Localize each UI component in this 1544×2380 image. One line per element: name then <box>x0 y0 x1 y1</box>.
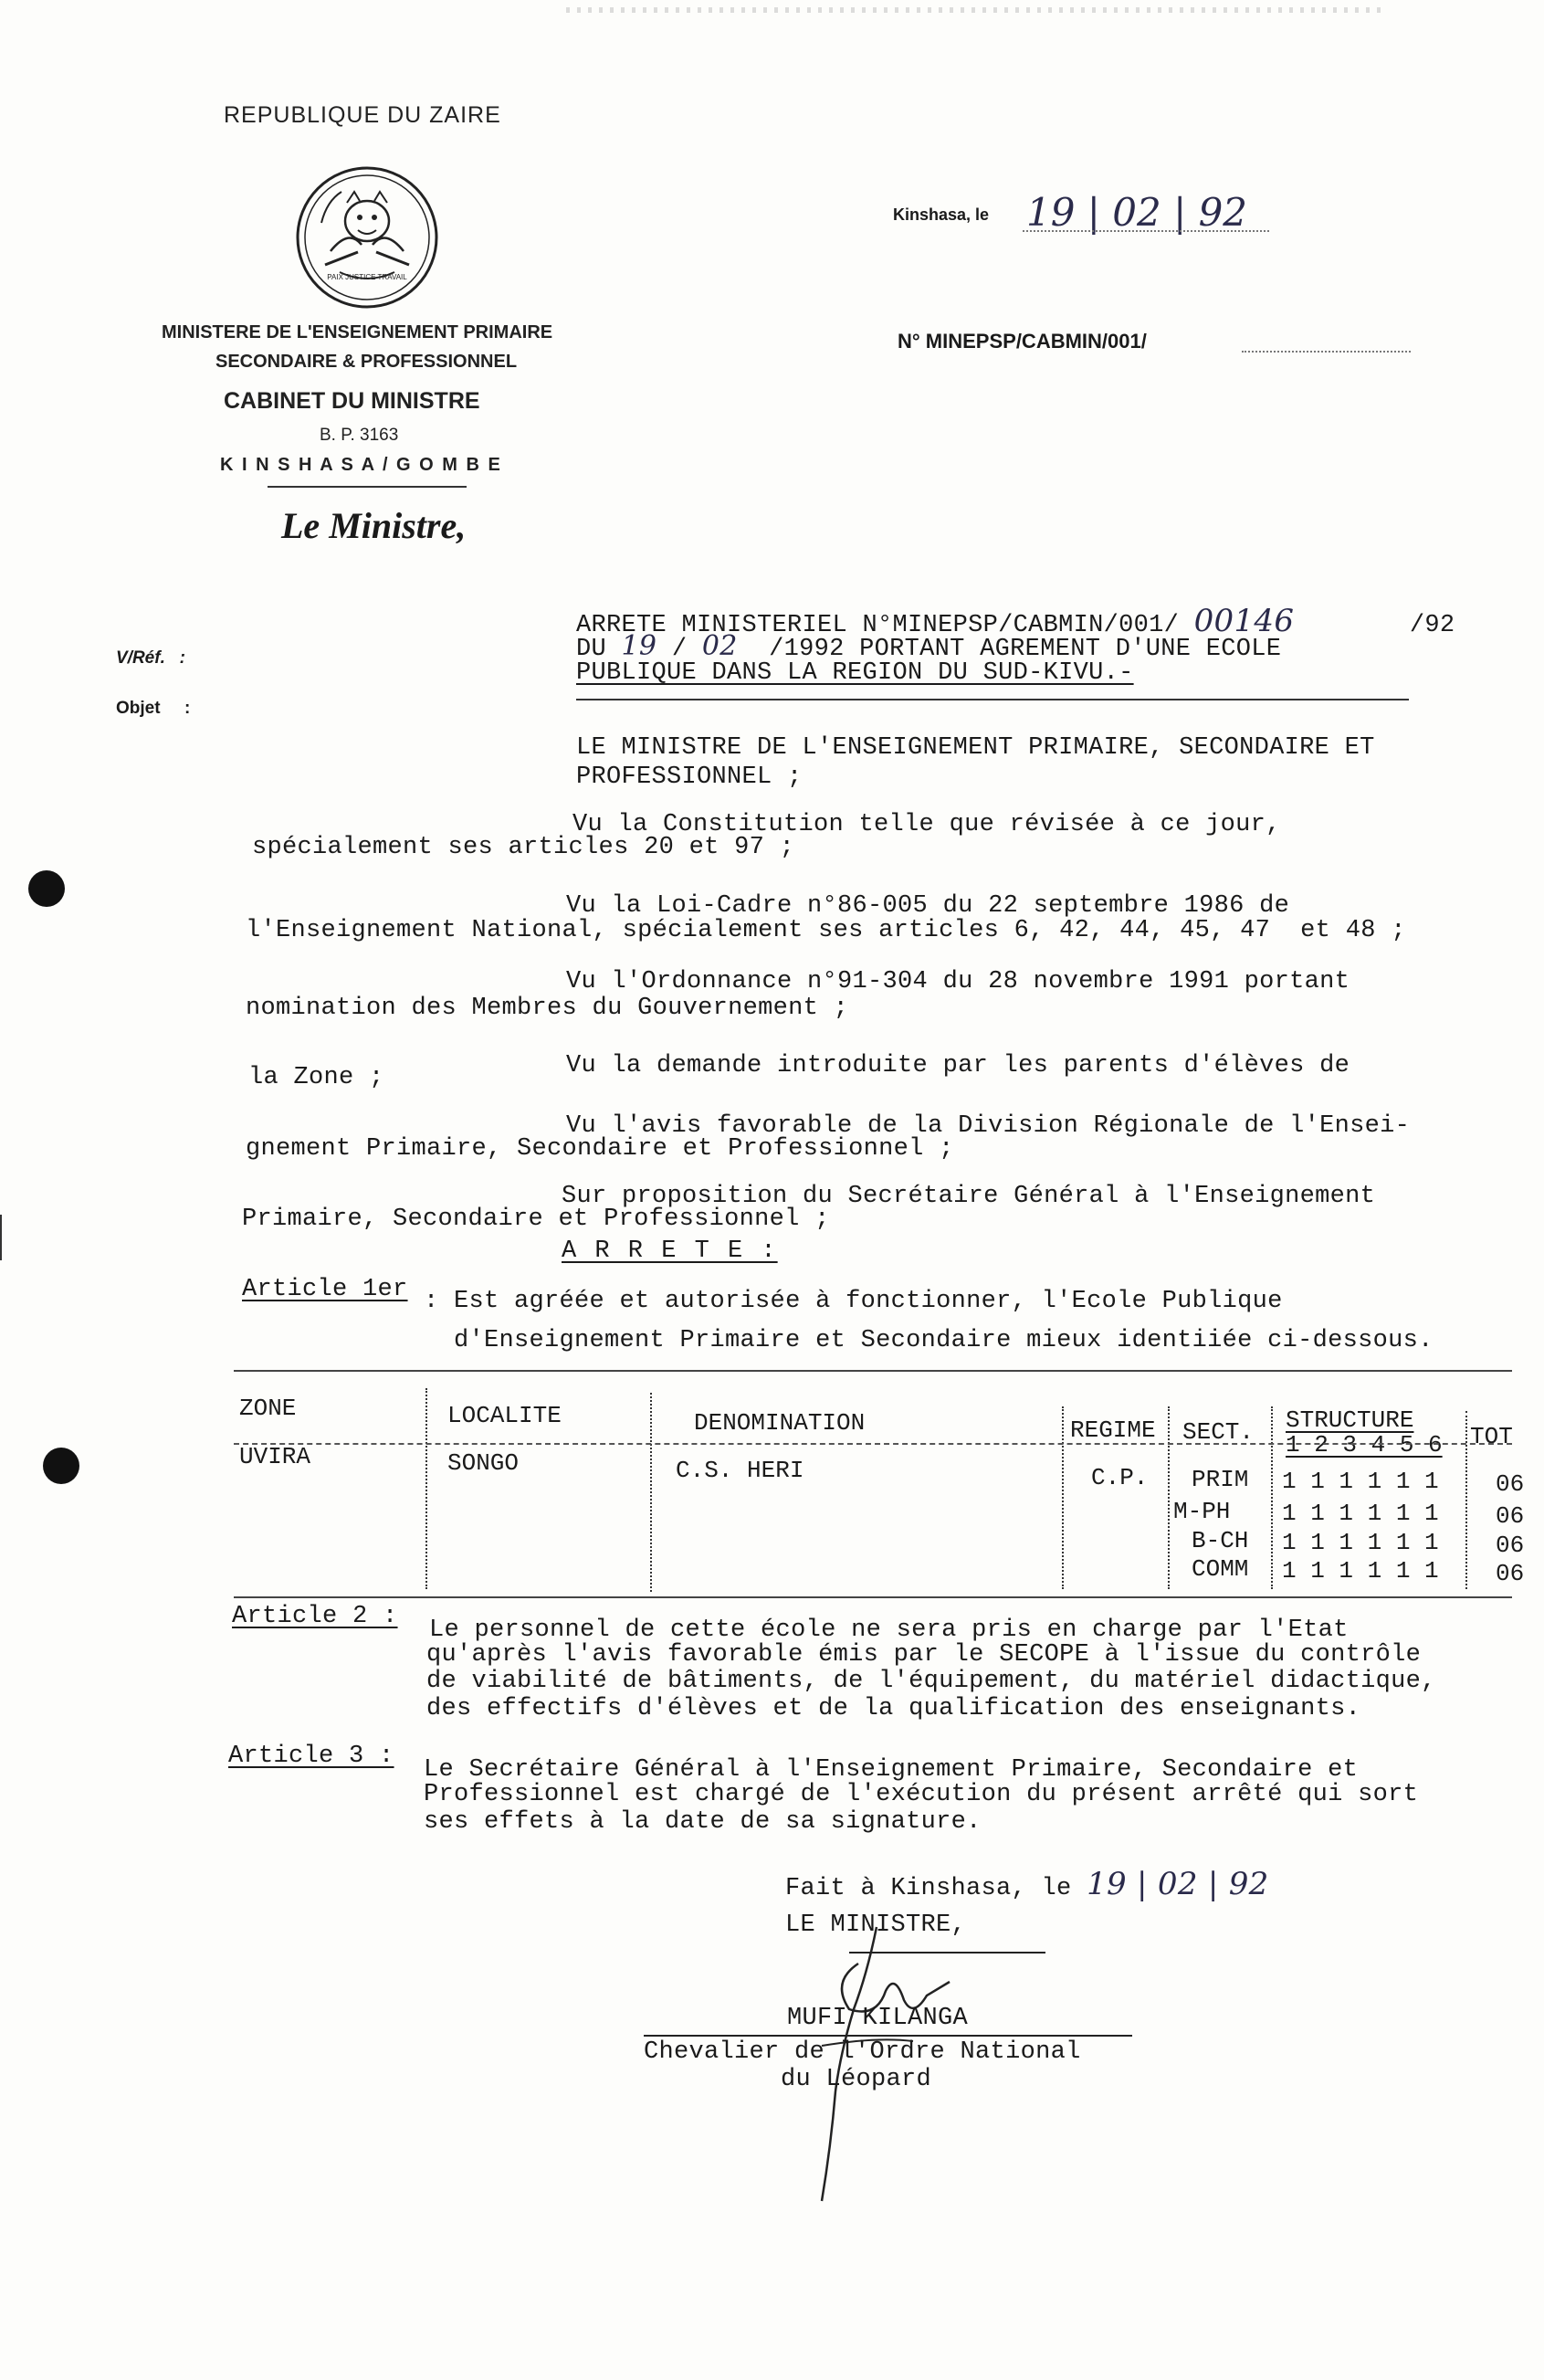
section-mph-structure: 1 1 1 1 1 1 <box>1282 1500 1439 1527</box>
header-underline <box>268 486 467 488</box>
th-structure: STRUCTURE <box>1286 1406 1414 1434</box>
vu-avis-l1: Vu l'avis favorable de la Division Régionale de l'Ensei- <box>566 1112 1411 1140</box>
signatory-order-l2: du Léopard <box>781 2066 932 2093</box>
vu-ordonnance-l2: nomination des Membres du Gouvernement ; <box>246 995 849 1022</box>
section-mph-tot: 06 <box>1496 1502 1525 1530</box>
preamble-minister-l2: PROFESSIONNEL ; <box>576 763 803 791</box>
vu-loi-cadre-l2: l'Enseignement National, spécialement ses articles 6, 42, 44, 45, 47 et 48 ; <box>246 917 1406 944</box>
section-prim: PRIM <box>1192 1466 1249 1493</box>
emblem-seal-icon <box>294 164 440 311</box>
reference-dotline <box>1242 351 1411 353</box>
vu-demande-l2: la Zone ; <box>248 1064 384 1091</box>
vu-constitution-l1: Vu la Constitution telle que révisée à ce jour, <box>572 811 1281 838</box>
cabinet-title: CABINET DU MINISTRE <box>224 388 480 414</box>
article3-l1: Le Secrétaire Général à l'Enseignement Primaire, Secondaire et <box>424 1756 1359 1784</box>
section-prim-tot: 06 <box>1496 1470 1525 1498</box>
margin-mark <box>0 1215 2 1260</box>
decree-month-handwritten: 02 <box>701 630 738 662</box>
preamble-minister-l1: LE MINISTRE DE L'ENSEIGNEMENT PRIMAIRE, SECONDAIRE ET <box>576 734 1375 762</box>
decree-number-handwritten: 00146 <box>1193 603 1295 639</box>
section-comm-tot: 06 <box>1496 1560 1525 1587</box>
vu-ordonnance-l1: Vu l'Ordonnance n°91-304 du 28 novembre 1991 portant <box>566 968 1350 995</box>
place-date-handwritten: 19 | 02 | 92 <box>1026 190 1248 235</box>
section-prim-structure: 1 1 1 1 1 1 <box>1282 1468 1439 1495</box>
ministry-name-line1: MINISTERE DE L'ENSEIGNEMENT PRIMAIRE <box>162 322 553 342</box>
th-denomination: DENOMINATION <box>694 1409 866 1437</box>
reference-number: N° MINEPSP/CABMIN/001/ <box>898 330 1147 353</box>
republic-title: REPUBLIQUE DU ZAIRE <box>224 102 501 128</box>
decree-du: DU <box>576 636 607 663</box>
row-localite: SONGO <box>447 1449 520 1477</box>
article2-l4: des effectifs d'élèves et de la qualification des enseignants. <box>426 1695 1361 1722</box>
vu-avis-l2: gnement Primaire, Secondaire et Professionnel ; <box>246 1135 954 1163</box>
row-regime: C.P. <box>1091 1464 1149 1491</box>
signature-line <box>849 1952 1045 1953</box>
article2-label: Article 2 : <box>232 1603 398 1630</box>
decree-title-rule <box>576 699 1409 700</box>
section-mph: M-PH <box>1173 1498 1231 1525</box>
th-localite: LOCALITE <box>447 1402 562 1429</box>
signatory-name: MUFI KILANGA <box>787 2005 969 2032</box>
signature-fait-text: Fait à Kinshasa, le <box>785 1875 1072 1902</box>
signature-date-handwritten: 19 | 02 | 92 <box>1087 1866 1269 1902</box>
national-emblem <box>294 164 440 315</box>
place-date-dotline <box>1023 230 1269 232</box>
city-line: K I N S H A S A / G O M B E <box>220 455 502 475</box>
punch-hole-top <box>28 870 65 907</box>
article1-l2: d'Enseignement Primaire et Secondaire mieux identiiée ci-dessous. <box>454 1327 1434 1354</box>
article1-label: Article 1er <box>242 1276 408 1303</box>
vref-label: V/Réf. : <box>116 648 186 668</box>
article2-l3: de viabilité de bâtiments, de l'équipement, du matériel didactique, <box>426 1668 1436 1695</box>
th-zone: ZONE <box>239 1395 297 1422</box>
place-label: Kinshasa, le <box>893 205 990 224</box>
section-bch-tot: 06 <box>1496 1532 1525 1559</box>
decree-year: /92 <box>1409 612 1455 639</box>
decree-title-line2: DU 19 / 02 /1992 PORTANT AGREMENT D'UNE ECOLE <box>576 630 1282 663</box>
th-regime: REGIME <box>1070 1416 1156 1444</box>
section-comm: COMM <box>1192 1555 1249 1583</box>
decree-title-text: ARRETE MINISTERIEL N°MINEPSP/CABMIN/001/ <box>576 612 1180 639</box>
decree-title-line3: PUBLIQUE DANS LA REGION DU SUD-KIVU.- <box>576 659 1134 687</box>
article3-label: Article 3 : <box>228 1743 394 1770</box>
article1-l1: : Est agréée et autorisée à fonctionner, l'Ecole Publique <box>424 1288 1283 1315</box>
th-structure-years: 1 2 3 4 5 6 <box>1286 1431 1443 1459</box>
section-bch: B-CH <box>1192 1527 1249 1554</box>
arrete-heading: A R R E T E : <box>562 1237 778 1265</box>
table-bottom-rule <box>234 1596 1512 1598</box>
sur-proposition-l2: Primaire, Secondaire et Professionnel ; <box>242 1206 830 1233</box>
signature-le-ministre: LE MINISTRE, <box>785 1911 967 1939</box>
signatory-order-l1: Chevalier de l'Ordre National <box>644 2038 1081 2066</box>
signature-place <box>785 1866 1269 1902</box>
section-comm-structure: 1 1 1 1 1 1 <box>1282 1557 1439 1585</box>
table-top-rule <box>234 1370 1512 1372</box>
emblem-motto: PAIX JUSTICE TRAVAIL <box>327 273 407 281</box>
table-header-rule <box>234 1443 1512 1445</box>
vu-constitution-l2: spécialement ses articles 20 et 97 ; <box>252 834 795 861</box>
sur-proposition-l1: Sur proposition du Secrétaire Général à l'Enseignement <box>562 1183 1376 1210</box>
row-denomination: C.S. HERI <box>676 1457 804 1484</box>
punch-hole-bottom <box>43 1448 79 1484</box>
article3-l3: ses effets à la date de sa signature. <box>424 1808 982 1836</box>
vu-demande-l1: Vu la demande introduite par les parents d'élèves de <box>566 1052 1350 1079</box>
article2-l1: Le personnel de cette école ne sera pris en charge par l'Etat <box>429 1617 1349 1644</box>
row-zone: UVIRA <box>239 1443 311 1470</box>
article2-l2: qu'après l'avis favorable émis par le SECOPE à l'issue du contrôle <box>426 1641 1422 1669</box>
decree-day-handwritten: 19 <box>621 630 657 662</box>
ministry-name-line2: SECONDAIRE & PROFESSIONNEL <box>215 352 518 372</box>
section-bch-structure: 1 1 1 1 1 1 <box>1282 1529 1439 1556</box>
vu-loi-cadre-l1: Vu la Loi-Cadre n°86-005 du 22 septembre 1986 de <box>566 892 1290 920</box>
article3-l2: Professionnel est chargé de l'exécution du présent arrêté qui sort <box>424 1781 1419 1808</box>
objet-label: Objet : <box>116 699 191 718</box>
th-sect: SECT. <box>1182 1418 1255 1446</box>
scan-noise <box>566 7 1388 13</box>
decree-line2-suffix: /1992 PORTANT AGREMENT D'UNE ECOLE <box>769 636 1282 663</box>
minister-title: Le Ministre, <box>281 505 467 546</box>
signatory-rule <box>644 2035 1132 2037</box>
postal-box: B. P. 3163 <box>320 426 399 445</box>
th-tot: TOT <box>1470 1423 1513 1450</box>
